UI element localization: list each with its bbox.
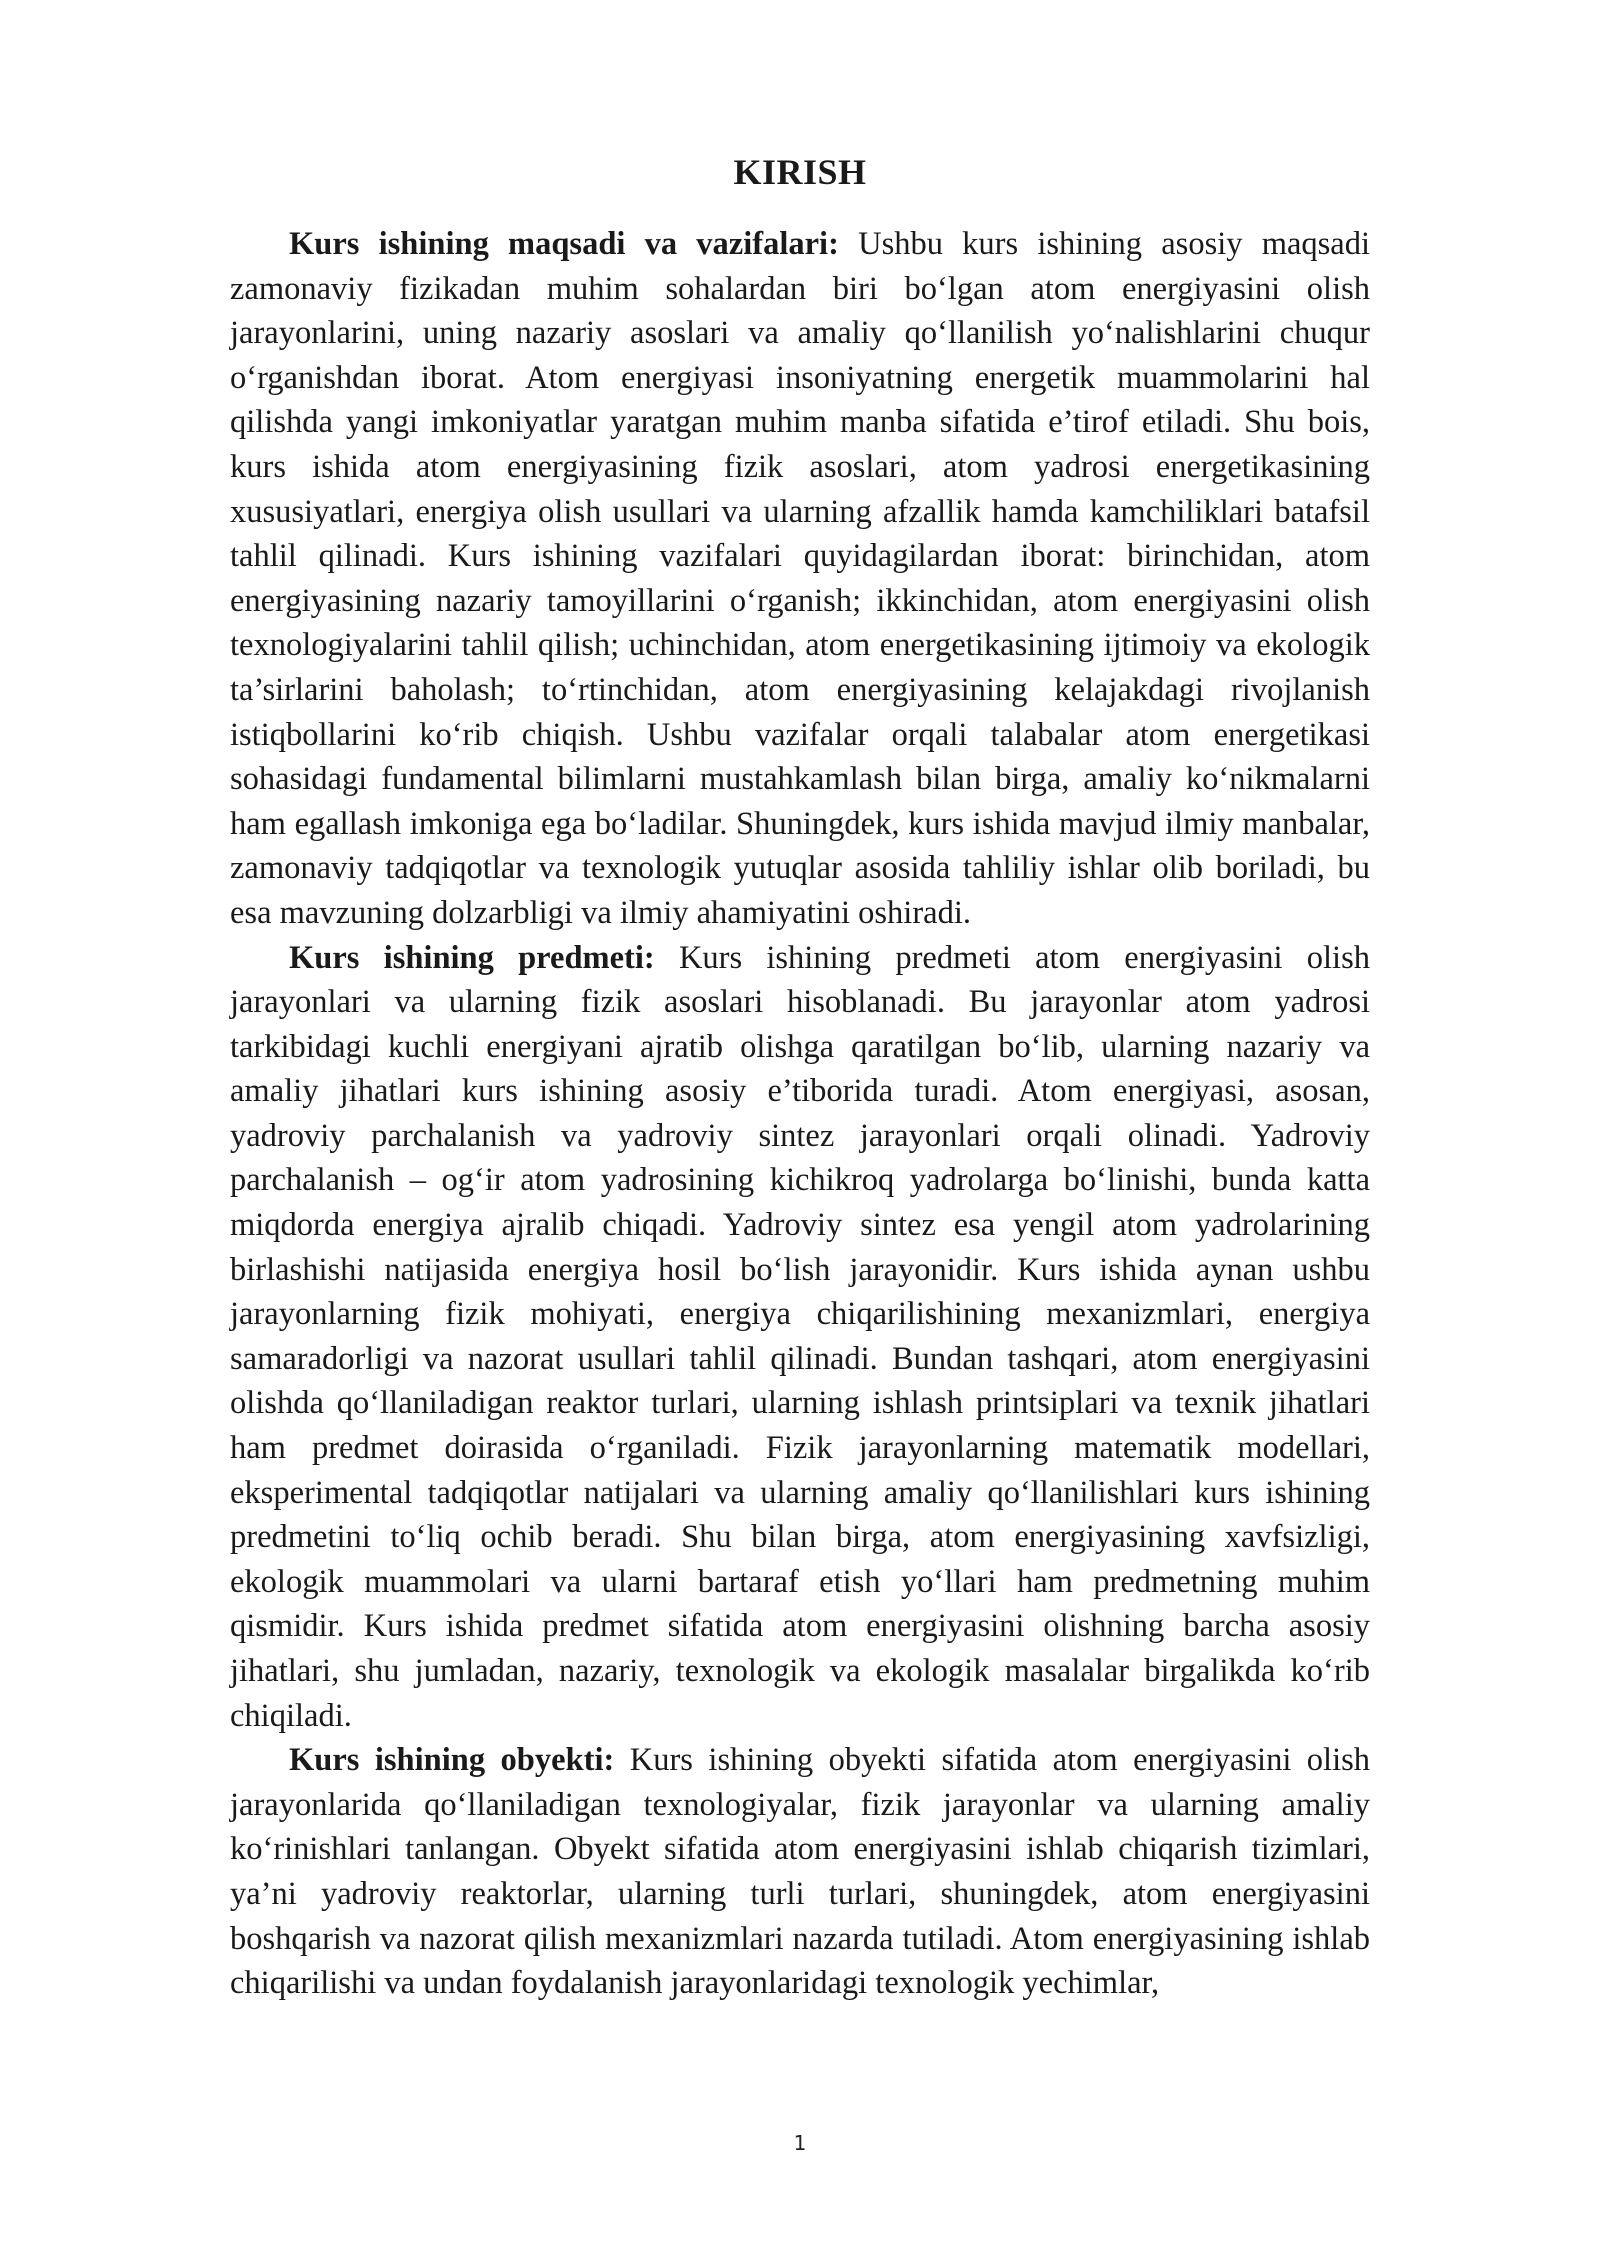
page-title: KIRISH (733, 152, 867, 192)
paragraph-subject (230, 936, 1370, 1739)
paragraph-text: Kurs ishining predmeti atom energiyasini olish jarayonlari va ularning fizik asoslari hisoblanadi. Bu jarayonlar atom yadrosi tarkibidagi kuchli energiyani ajratib olishga qaratilgan bo‘lib, ularning nazariy va amaliy jihatlari kurs ishining asosiy e’tiborida turadi. Atom energiyasi, asosan, yadroviy parchalanish va yadroviy sintez jarayonlari orqali olinadi. Yadroviy parchalanish – og‘ir atom yadrosining kichikroq yadrolarga bo‘linishi, bunda katta miqdorda energiya ajralib chiqadi. Yadroviy sintez esa yengil atom yadrolarining birlashishi natijasida energiya hosil bo‘lish jarayonidir. Kurs ishida aynan ushbu jarayonlarning fizik mohiyati, energiya chiqarilishining mexanizmlari, energiya samaradorligi va nazorat usullari tahlil qilinadi. Bundan tashqari, atom energiyasini olishda qo‘llaniladigan reaktor turlari, ularning ishlash printsiplari va texnik jihatlari ham predmet doirasida o‘rganiladi. Fizik jarayonlarning matematik modellari, eksperimental tadqiqotlar natijalari va ularning amaliy qo‘llanilishlari kurs ishining predmetini to‘liq ochib beradi. Shu bilan birga, atom energiyasining xavfsizligi, ekologik muammolari va ularni bartaraf etish yo‘llari ham predmetning muhim qismidir. Kurs ishida predmet sifatida atom energiyasini olishning barcha asosiy jihatlari, shu jumladan, nazariy, texnologik va ekologik masalalar birgalikda ko‘rib chiqiladi. (230, 939, 1370, 1734)
paragraph-lead: Kurs ishining obyekti: (289, 1742, 615, 1779)
page-number: 1 (793, 2131, 807, 2155)
page-content (230, 150, 1370, 2006)
paragraph-text: Kurs ishining obyekti sifatida atom energiyasini olish jarayonlarida qo‘llaniladigan texnologiyalar, fizik jarayonlar va ularning amaliy ko‘rinishlari tanlangan. Obyekt sifatida atom energiyasini ishlab chiqarish tizimlari, ya’ni yadroviy reaktorlar, ularning turli turlari, shuningdek, atom energiyasini boshqarish va nazorat qilish mexanizmlari nazarda tutiladi. Atom energiyasining ishlab chiqarilishi va undan foydalanish jarayonlaridagi texnologik yechimlar, (230, 1742, 1371, 2002)
paragraph-lead: Kurs ishining predmeti: (289, 939, 655, 976)
paragraph-goals (230, 222, 1370, 936)
paragraph-lead: Kurs ishining maqsadi va vazifalari: (289, 226, 839, 262)
paragraph-object (230, 1738, 1370, 2006)
paragraph-text: Ushbu kurs ishining asosiy maqsadi zamonaviy fizikadan muhim sohalardan biri bo‘lgan atom energiyasini olish jarayonlarini, uning nazariy asoslari va amaliy qo‘llanilish yo‘nalishlarini chuqur o‘rganishdan iborat. Atom energiyasi insoniyatning energetik muammolarini hal qilishda yangi imkoniyatlar yaratgan muhim manba sifatida e’tirof etiladi. Shu bois, kurs ishida atom energiyasining fizik asoslari, atom yadrosi energetikasining xususiyatlari, energiya olish usullari va ularning afzallik hamda kamchiliklari batafsil tahlil qilinadi. Kurs ishining vazifalari quyidagilardan iborat: birinchidan, atom energiyasining nazariy tamoyillarini o‘rganish; ikkinchidan, atom energiyasini olish texnologiyalarini tahlil qilish; uchinchidan, atom energetikasining ijtimoiy va ekologik ta’sirlarini baholash; to‘rtinchidan, atom energiyasining kelajakdagi rivojlanish istiqbollarini ko‘rib chiqish. Ushbu vazifalar orqali talabalar atom energetikasi sohasidagi fundamental bilimlarni mustahkamlash bilan birga, amaliy ko‘nikmalarni ham egallash imkoniga ega bo‘ladilar. Shuningdek, kurs ishida mavjud ilmiy manbalar, zamonaviy tadqiqotlar va texnologik yutuqlar asosida tahliliy ishlar olib boriladi, bu esa mavzuning dolzarbligi va ilmiy ahamiyatini oshiradi. (230, 226, 1371, 931)
